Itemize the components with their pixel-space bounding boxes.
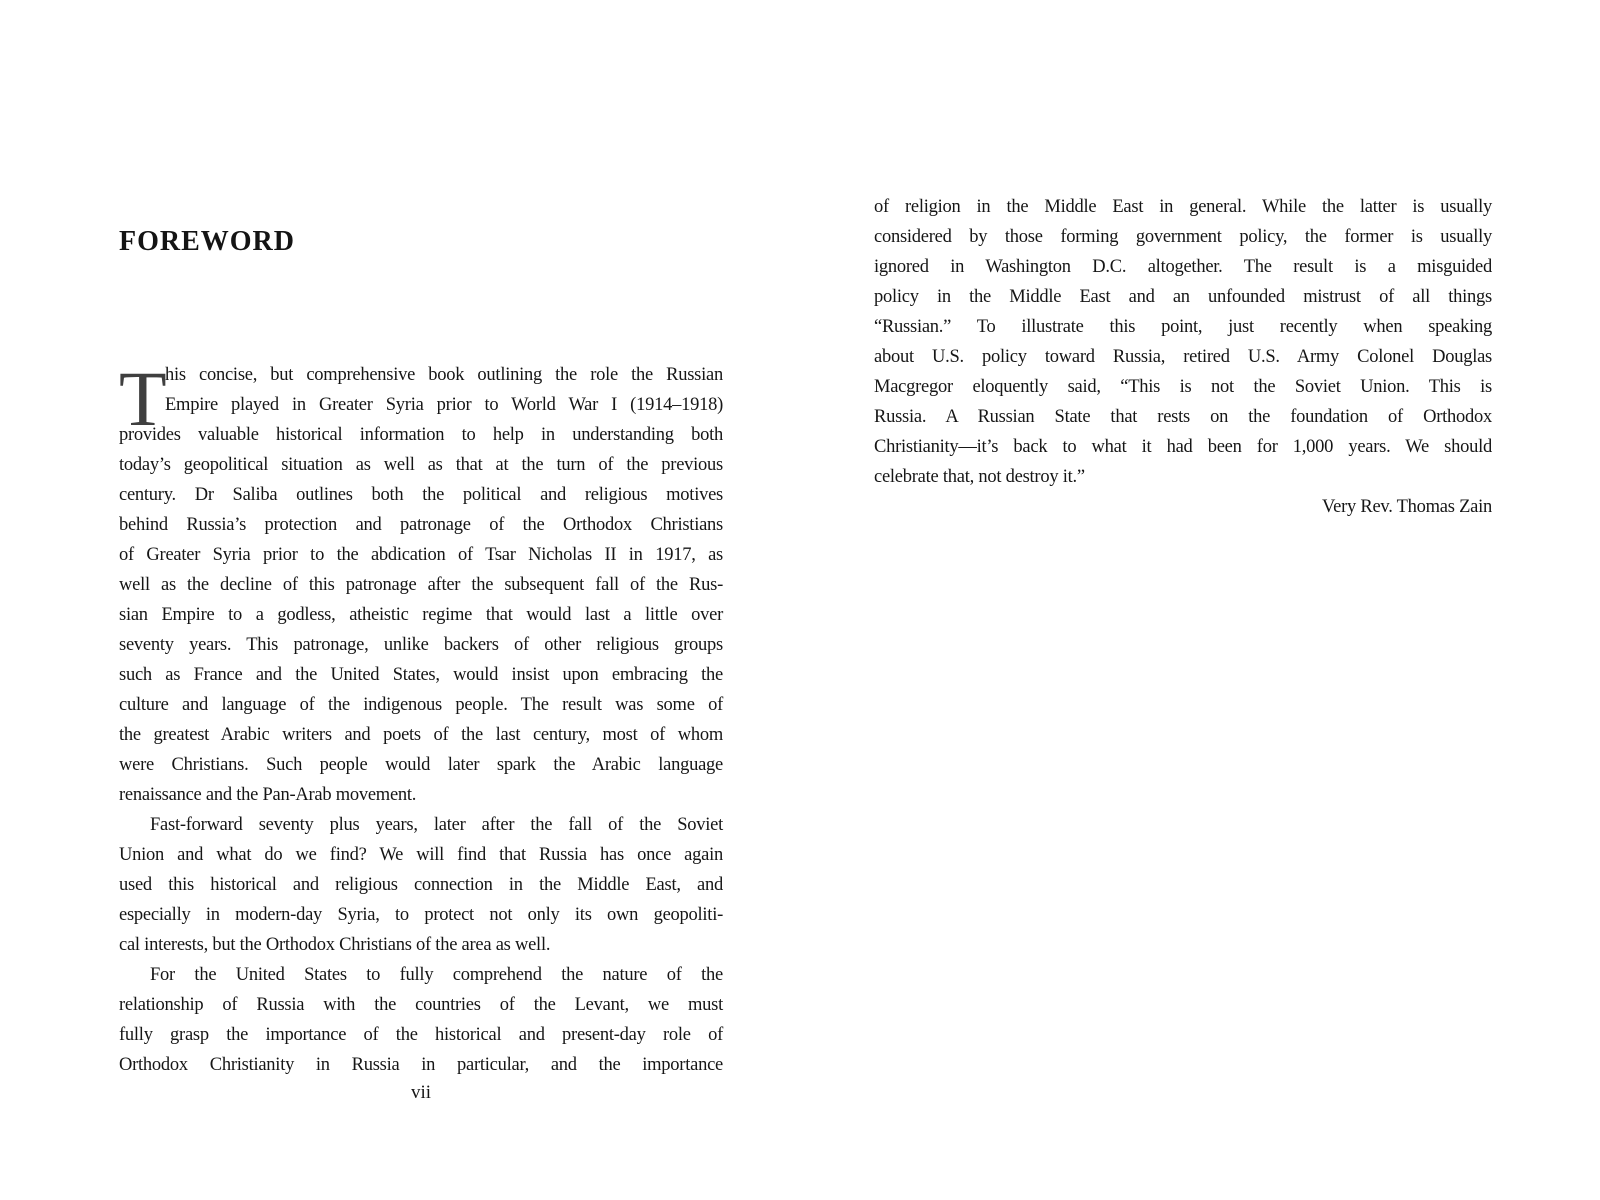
paragraph-1 [119,355,723,810]
text-line: sian Empire to a godless, atheistic regime that would last a little over [119,605,723,625]
text-line: fully grasp the importance of the historical and present-day role of [119,1025,723,1045]
paragraph-4 [874,192,1492,492]
text-line: his concise, but comprehensive book outlining the role the Russian [165,365,723,385]
text-line: behind Russia’s protection and patronage of the Orthodox Christians [119,515,723,535]
text-line: For the United States to fully comprehend the nature of the [150,965,723,985]
text-line: ignored in Washington D.C. altogether. The result is a misguided [874,257,1492,277]
text-line: Christianity—it’s back to what it had been for 1,000 years. We should [874,437,1492,457]
text-line: celebrate that, not destroy it.” [874,467,1085,487]
text-line: provides valuable historical information to help in understanding both [119,425,723,445]
text-line: seventy years. This patronage, unlike backers of other religious groups [119,635,723,655]
text-line: Macgregor eloquently said, “This is not the Soviet Union. This is [874,377,1492,397]
right-page-body [874,192,1492,522]
text-line: Union and what do we find? We will find that Russia has once again [119,845,723,865]
text-line: “Russian.” To illustrate this point, just recently when speaking [874,317,1492,337]
text-line: especially in modern-day Syria, to protect not only its own geopoliti- [119,905,723,925]
text-line: policy in the Middle East and an unfounded mistrust of all things [874,287,1492,307]
text-line: of religion in the Middle East in general. While the latter is usually [874,197,1492,217]
text-line: about U.S. policy toward Russia, retired U.S. Army Colonel Douglas [874,347,1492,367]
text-line: culture and language of the indigenous people. The result was some of [119,695,723,715]
text-line: of Greater Syria prior to the abdication of Tsar Nicholas II in 1917, as [119,545,723,565]
text-line: Orthodox Christianity in Russia in particular, and the importance [119,1055,723,1075]
text-line: were Christians. Such people would later spark the Arabic language [119,755,723,775]
paragraph-2 [119,810,723,960]
text-line: well as the decline of this patronage after the subsequent fall of the Rus- [119,575,723,595]
text-line: such as France and the United States, would insist upon embracing the [119,665,723,685]
text-line: Russia. A Russian State that rests on the foundation of Orthodox [874,407,1492,427]
text-line: Empire played in Greater Syria prior to World War I (1914–1918) [165,395,723,415]
signature: Very Rev. Thomas Zain [1322,497,1492,517]
paragraph-1-dropcap-lines [165,360,723,420]
left-page-body [119,355,723,1080]
text-line: today’s geopolitical situation as well as that at the turn of the previous [119,455,723,475]
text-line: the greatest Arabic writers and poets of the last century, most of whom [119,725,723,745]
foreword-heading: FOREWORD [119,226,295,257]
page-number: vii [410,1082,432,1103]
paragraph-1-rest [119,420,723,810]
text-line: cal interests, but the Orthodox Christians of the area as well. [119,935,551,955]
paragraph-3 [119,960,723,1080]
text-line: relationship of Russia with the countries of the Levant, we must [119,995,723,1015]
text-line: renaissance and the Pan-Arab movement. [119,785,417,805]
drop-cap: T [119,355,167,442]
text-line: century. Dr Saliba outlines both the political and religious motives [119,485,723,505]
text-line: Fast-forward seventy plus years, later after the fall of the Soviet [150,815,723,835]
text-line: considered by those forming government policy, the former is usually [874,227,1492,247]
text-line: used this historical and religious connection in the Middle East, and [119,875,723,895]
